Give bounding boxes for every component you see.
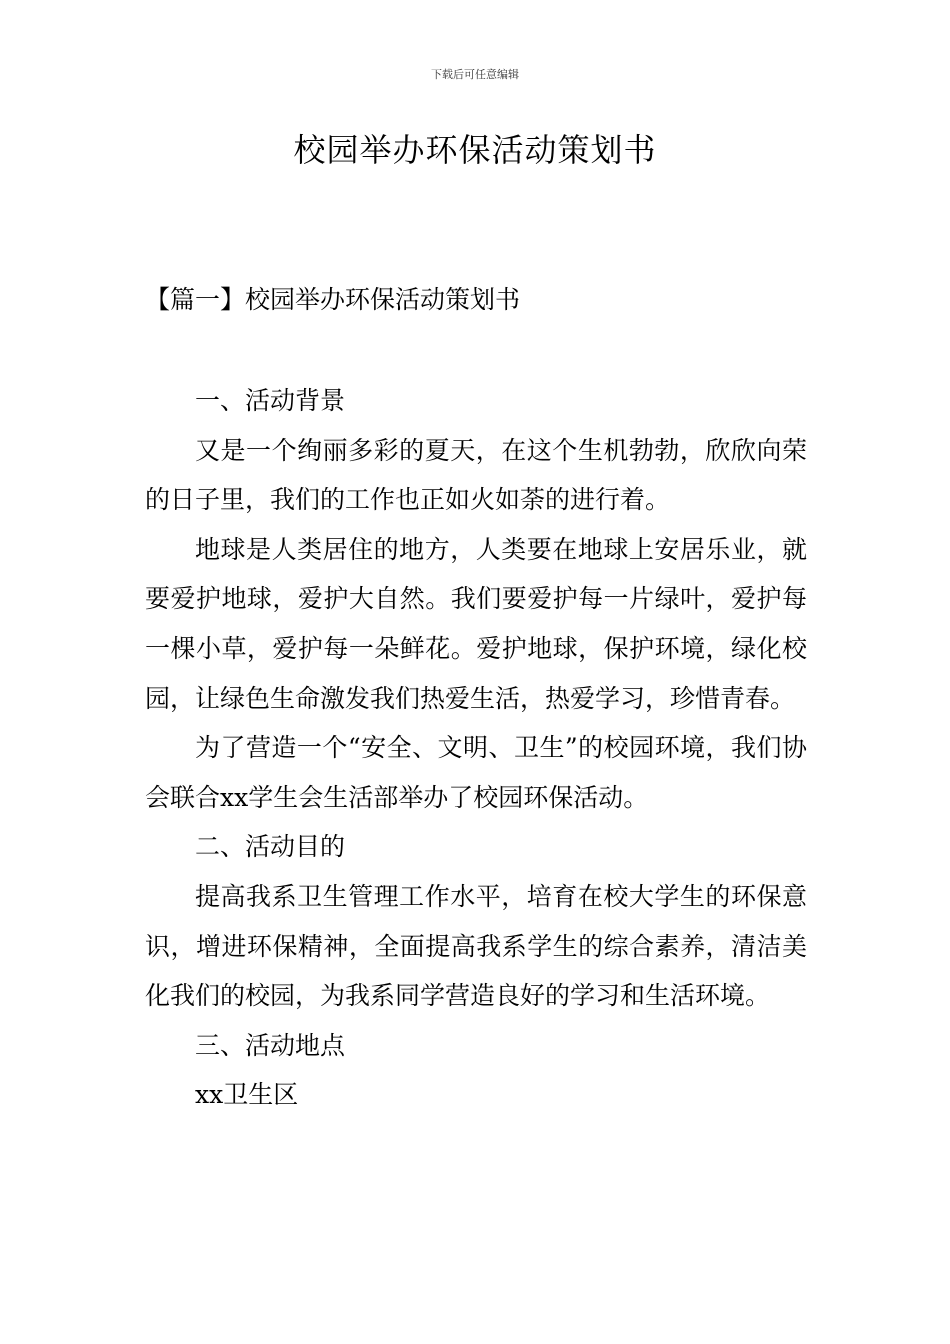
paragraph: 为了营造一个“安全、文明、卫生”的校园环境，我们协会联合xx学生会生活部举办了校园环保活动。 <box>145 733 807 812</box>
heading-background: 一、活动背景 <box>195 386 346 415</box>
header-note: 下载后可任意编辑 <box>431 68 519 81</box>
heading-location: 三、活动地点 <box>195 1030 346 1060</box>
section-title: 【篇一】校园举办环保活动策划书 <box>145 285 521 314</box>
document-body <box>145 376 807 1120</box>
paragraph: 提高我系卫生管理工作水平，培育在校大学生的环保意识，增进环保精神，全面提高我系学生的综合素养，清洁美化我们的校园，为我系同学营造良好的学习和生活环境。 <box>145 881 807 1011</box>
heading-purpose: 二、活动目的 <box>195 832 346 862</box>
paragraph: 地球是人类居住的地方，人类要在地球上安居乐业，就要爱护地球，爱护大自然。我们要爱护每一片绿叶，爱护每一棵小草，爱护每一朵鲜花。爱护地球，保护环境，绿化校园，让绿色生命激发我们热爱生活，热爱学习，珍惜青春。 <box>145 534 807 713</box>
document-title: 校园举办环保活动策划书 <box>293 131 657 169</box>
paragraph: xx卫生区 <box>195 1080 299 1110</box>
paragraph: 又是一个绚丽多彩的夏天，在这个生机勃勃，欣欣向荣的日子里，我们的工作也正如火如荼的进行着。 <box>145 435 807 515</box>
